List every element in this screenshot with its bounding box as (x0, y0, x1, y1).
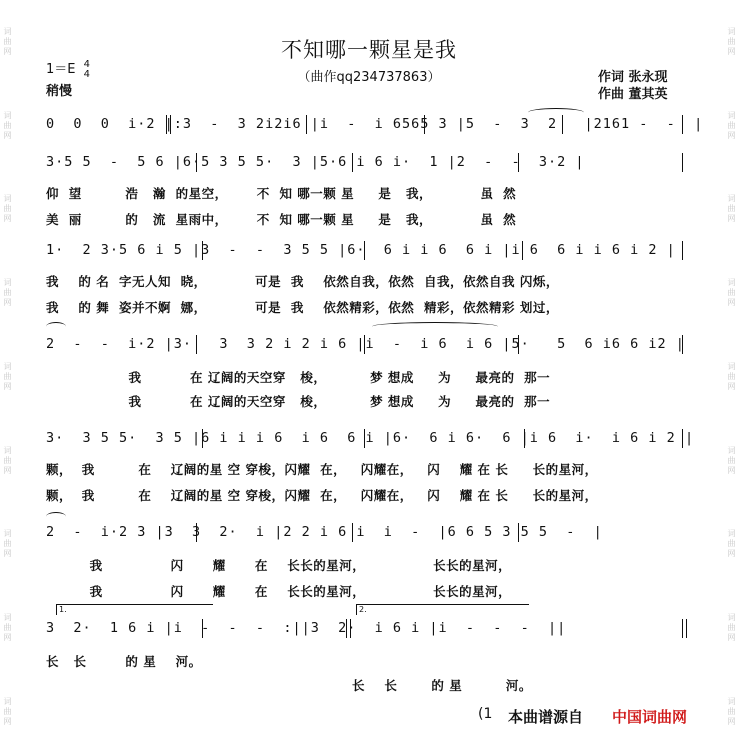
music-line-3 (46, 238, 686, 262)
lyric-verse-1: 仰 望 浩 瀚 的星空， 不 知 哪一颗 星 是 我， 虽 然 (46, 186, 517, 201)
music-notes: 3·5 5 - 5 6 |6·5 3 5 5· 3 |5·6 i 6 i· 1 |2 - - 3·2 | (46, 154, 585, 170)
key-signature (46, 58, 90, 80)
site-name: 中国词曲网 (612, 708, 688, 726)
watermark-left: 词曲网 词曲网 词曲网 词曲网 词曲网 词曲网 词曲网 词曲网 词曲网 (3, 26, 12, 727)
time-numerator: 4 (83, 58, 91, 70)
lyric-verse-1: 我 在 辽阔的天空穿 梭， 梦 想成 为 最亮的 那一 (46, 370, 551, 385)
song-title: 不知哪一颗星是我 (281, 38, 457, 62)
first-ending (56, 604, 213, 615)
song-subtitle: （曲作qq234737863） (297, 70, 441, 85)
music-line-4 (46, 332, 686, 356)
music-notes: 2 - - i·2 |3· 3 3 2 i 2 i 6 |i - i 6 i 6 |5· 5 6 i6 6 i2 | (46, 336, 685, 352)
lyric-verse-1: 颗， 我 在 辽阔的星 空 穿梭，闪耀 在， 闪耀在， 闪 耀 在 长 长的星河， (46, 462, 598, 477)
music-notes: 1· 2 3·5 6 i 5 |3 - - 3 5 5 |6· 6 i i 6 6 i |i 6 6 i i 6 i 2 | (46, 242, 676, 258)
lyric-verse-2: 我 的 舞 姿并不婀 娜， 可是 我 依然精彩，依然 精彩，依然精彩 划过， (46, 300, 559, 315)
music-line-1 (46, 112, 704, 136)
music-line-5 (46, 426, 695, 450)
time-denominator: 4 (83, 68, 91, 80)
lyric-verse-2: 我 闪 耀 在 长长的星河， 长长的星河， (46, 584, 512, 599)
composer-credit: 作曲 董其英 (598, 87, 668, 102)
watermark-right: 词曲网 词曲网 词曲网 词曲网 词曲网 词曲网 词曲网 词曲网 词曲网 (727, 26, 736, 727)
lyric-verse-1: 我 的 名 字无人知 晓， 可是 我 依然自我，依然 自我，依然自我 闪烁， (46, 274, 559, 289)
tie-slur (372, 322, 498, 331)
lyric-verse-2: 美 丽 的 流 星雨中， 不 知 哪一颗 星 是 我， 虽 然 (46, 212, 517, 227)
second-ending-label: 2. (359, 605, 367, 614)
lyric-ending-1: 长 长 的 星 河。 (46, 654, 202, 669)
lyric-verse-1: 我 闪 耀 在 长长的星河， 长长的星河， (46, 558, 512, 573)
music-line-6 (46, 520, 686, 544)
music-notes: 2 - i·2 3 |3 3 2· i |2 2 i 6 i i - |6 6 5 3 5 5 - | (46, 524, 603, 540)
lyric-verse-2: 颗， 我 在 辽阔的星 空 穿梭，闪耀 在， 闪耀在， 闪 耀 在 长 长的星河， (46, 488, 598, 503)
lyric-verse-2: 我 在 辽阔的天空穿 梭， 梦 想成 为 最亮的 那一 (46, 394, 551, 409)
tie-slur (46, 322, 66, 331)
lyricist-credit: 作词 张永现 (598, 70, 668, 85)
key-label: 1＝E (46, 62, 76, 77)
footer-fragment: (1 (478, 706, 493, 722)
music-notes: 0 0 0 i·2 |:3 - 3 2i2i6 |i - i 6565 3 |5 - 3 2 |2161 - - | (46, 116, 704, 132)
music-notes: 3 2· 1 6 i |i - - - :||3 2· i 6 i |i - - - || (46, 620, 567, 636)
time-signature (84, 60, 90, 80)
music-line-7 (46, 616, 686, 640)
music-line-2 (46, 150, 686, 174)
first-ending-label: 1. (59, 605, 67, 614)
lyric-ending-2: 长 长 的 星 河。 (352, 678, 532, 693)
tempo-marking: 稍慢 (46, 84, 73, 99)
source-label: 本曲谱源自 (508, 708, 584, 726)
second-ending (356, 604, 529, 615)
music-notes: 3· 3 5 5· 3 5 |6 i i i 6 i 6 6 i |6· 6 i 6· 6 |i 6 i· i 6 i 2 | (46, 430, 695, 446)
